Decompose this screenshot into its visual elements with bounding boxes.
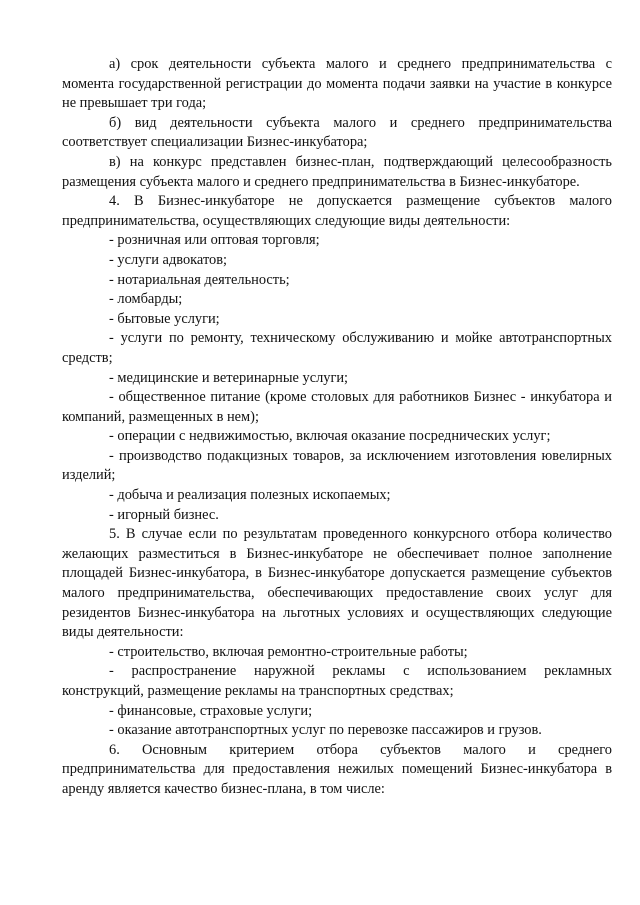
list-item: - медицинские и ветеринарные услуги; xyxy=(109,369,349,386)
list-item: - общественное питание (кроме столовых для работников Бизнес - инкубатора и компаний, размещенных в нем); xyxy=(62,389,612,425)
list-item: - розничная или оптовая торговля; xyxy=(109,232,320,249)
list-item: - ломбарды; xyxy=(109,291,183,308)
list-item: - услуги адвокатов; xyxy=(109,251,228,268)
list-item: - финансовые, страховые услуги; xyxy=(109,702,313,719)
document-page xyxy=(62,55,612,800)
list-item: - услуги по ремонту, техническому обслуживанию и мойке автотранспортных средств; xyxy=(62,330,612,366)
paragraph-b: б) вид деятельности субъекта малого и среднего предпринимательства соответствует специализации Бизнес-инкубатора; xyxy=(62,114,612,151)
list-item: - нотариальная деятельность; xyxy=(109,271,290,288)
paragraph-a: а) срок деятельности субъекта малого и среднего предпринимательства с момента государственной регистрации до момента подачи заявки на участие в конкурсе не превышает три года; xyxy=(62,56,612,112)
list-item: - игорный бизнес. xyxy=(109,506,219,523)
list-item: - добыча и реализация полезных ископаемых; xyxy=(109,487,391,504)
list-item: - распространение наружной рекламы с использованием рекламных конструкций, размещение рекламы на транспортных средствах; xyxy=(62,663,612,699)
paragraph-6: 6. Основным критерием отбора субъектов малого и среднего предпринимательства для предоставления нежилых помещений Бизнес-инкубатора в аренду является качество бизнес-плана, в том числе: xyxy=(62,741,612,797)
list-item: - бытовые услуги; xyxy=(109,310,220,327)
list-item: - оказание автотранспортных услуг по перевозке пассажиров и грузов. xyxy=(109,722,542,739)
paragraph-5: 5. В случае если по результатам проведенного конкурсного отбора количество желающих разместиться в Бизнес-инкубаторе не обеспечивает полное заполнение площадей Бизнес-инкубатора, в Бизнес-инкубаторе допускается размещение субъектов малого предпринимательства, обеспечивающих предоставление своих услуг для резидентов Бизнес-инкубатора на льготных условиях и осуществляющих следующие виды деятельности: xyxy=(62,526,612,641)
list-item: - строительство, включая ремонтно-строительные работы; xyxy=(109,643,468,660)
list-item: - производство подакцизных товаров, за исключением изготовления ювелирных изделий; xyxy=(62,447,612,484)
paragraph-v: в) на конкурс представлен бизнес-план, подтверждающий целесообразность размещения субъекта малого и среднего предпринимательства в Бизнес-инкубаторе. xyxy=(62,153,612,190)
list-item: - операции с недвижимостью, включая оказание посреднических услуг; xyxy=(109,428,551,445)
paragraph-4: 4. В Бизнес-инкубаторе не допускается размещение субъектов малого предпринимательства, осуществляющих следующие виды деятельности: xyxy=(62,193,612,229)
